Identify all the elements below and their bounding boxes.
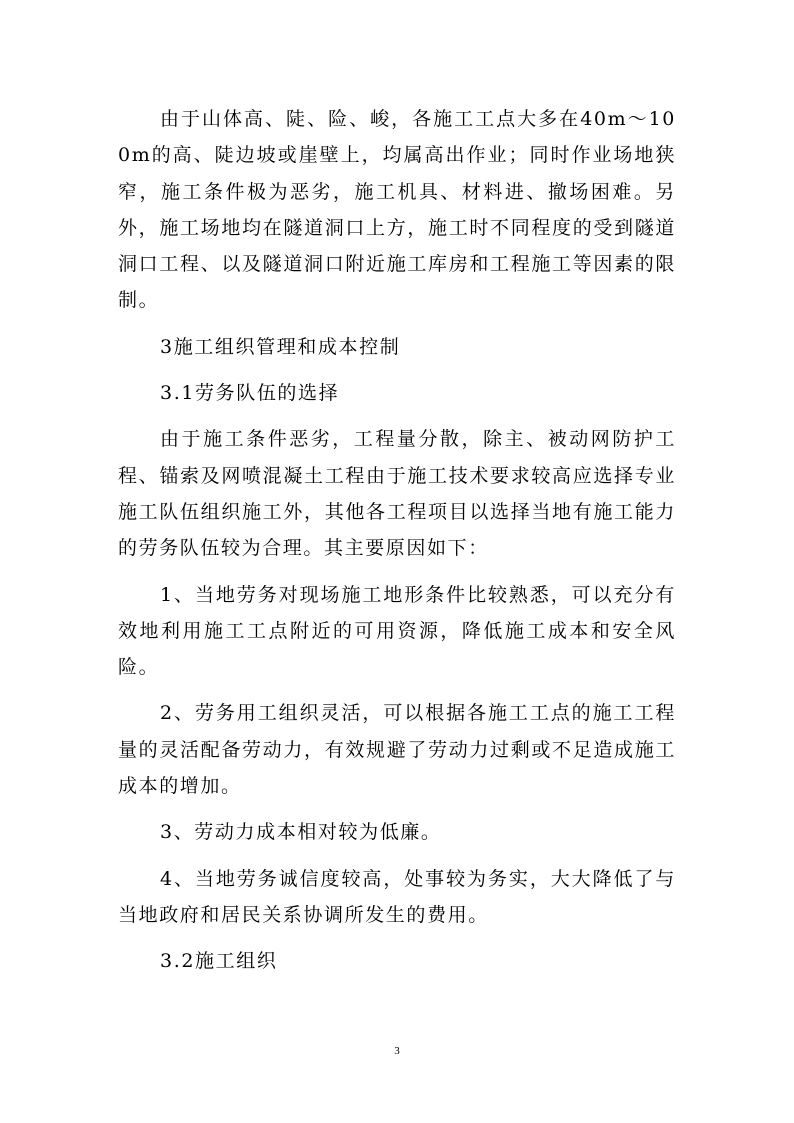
paragraph-reason-4: 4、当地劳务诚信度较高，处事较为务实，大大降低了与当地政府和居民关系协调所发生的费用。 bbox=[118, 867, 676, 926]
paragraph-reason-3: 3、劳动力成本相对较为低廉。 bbox=[160, 821, 442, 844]
paragraph-reason-1: 1、当地劳务对现场施工地形条件比较熟悉，可以充分有效地利用施工工点附近的可用资源，降低施工成本和安全风险。 bbox=[118, 583, 676, 679]
paragraph-labor-selection: 由于施工条件恶劣，工程量分散，除主、被动网防护工程、锚索及网喷混凝土工程由于施工技术要求较高应选择专业施工队伍组织施工外，其他各工程项目以选择当地有施工能力的劳务队伍较为合理。其主要原因如下： bbox=[118, 428, 676, 560]
document-body bbox=[118, 101, 676, 980]
heading-section-3: 3施工组织管理和成本控制 bbox=[160, 335, 401, 358]
page-number: 3 bbox=[394, 1045, 400, 1057]
heading-section-3-1: 3.1劳务队伍的选择 bbox=[160, 382, 340, 405]
paragraph-reason-2: 2、劳务用工组织灵活，可以根据各施工工点的施工工程量的灵活配备劳动力，有效规避了劳动力过剩或不足造成施工成本的增加。 bbox=[118, 702, 676, 798]
heading-section-3-2: 3.2施工组织 bbox=[160, 950, 278, 973]
paragraph-terrain-conditions: 由于山体高、陡、险、峻，各施工工点大多在40m～100m的高、陡边坡或崖壁上，均属高出作业；同时作业场地狭窄，施工条件极为恶劣，施工机具、材料进、撤场困难。另外，施工场地均在隧道洞口上方，施工时不同程度的受到隧道洞口工程、以及隧道洞口附近施工库房和工程施工等因素的限制。 bbox=[118, 108, 676, 312]
